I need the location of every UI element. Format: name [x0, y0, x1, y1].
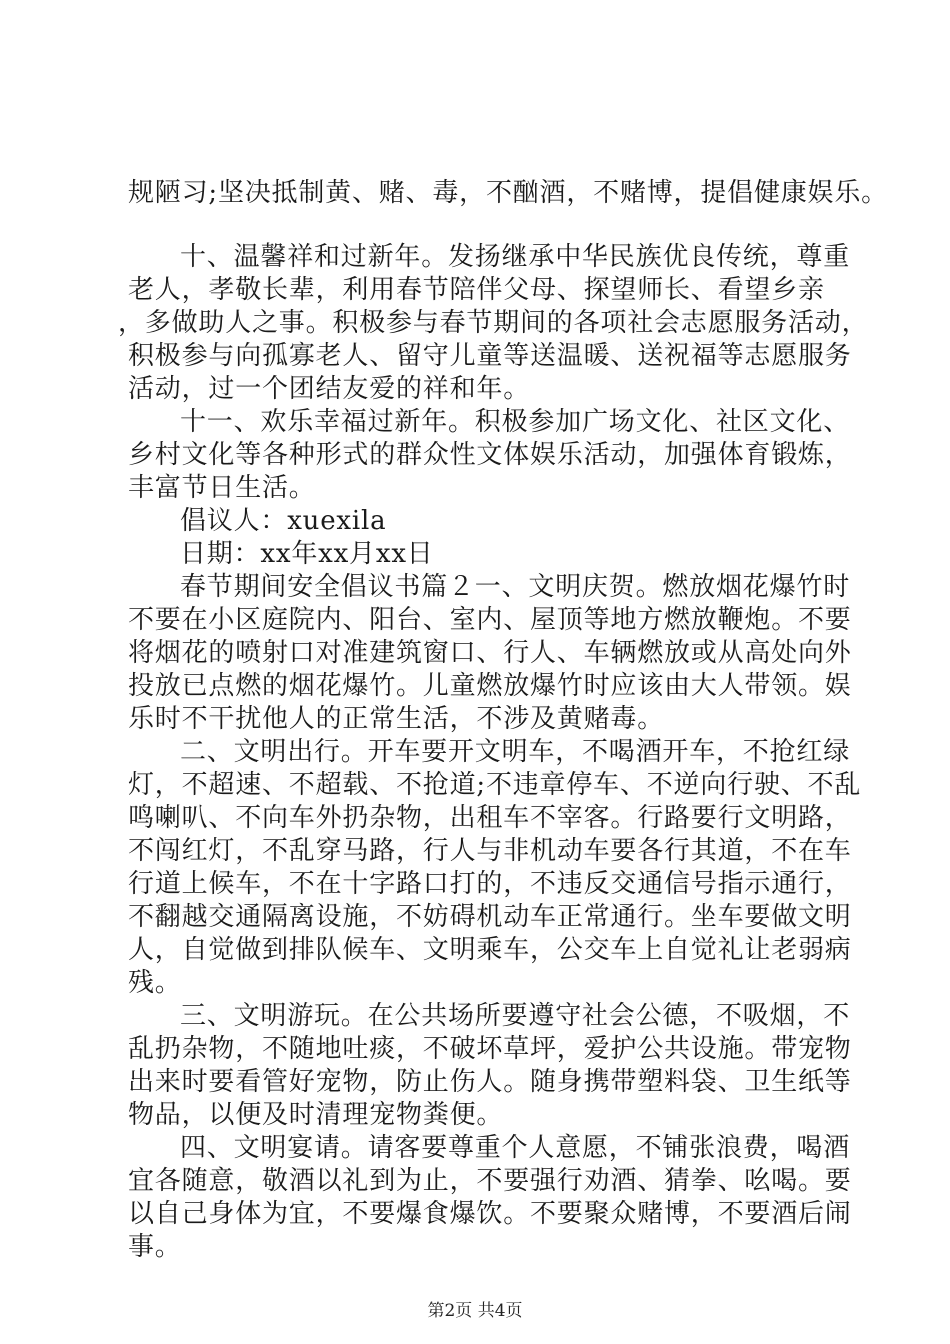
paragraph-2-line: 不闯红灯，不乱穿马路，行人与非机动车要各行其道，不在车 [128, 836, 852, 866]
paragraph-10-line: 十、温馨祥和过新年。发扬继承中华民族优良传统，尊重 [180, 242, 851, 272]
paragraph-10-line: 活动，过一个团结友爱的祥和年。 [128, 374, 531, 404]
paragraph-3-line: 乱扔杂物，不随地吐痰，不破坏草坪，爱护公共设施。带宠物 [128, 1034, 852, 1064]
page-footer: 第2页 共4页 [427, 1301, 523, 1321]
paragraph-4-line: 宜各随意，敬酒以礼到为止，不要强行劝酒、猜拳、吆喝。要 [128, 1166, 852, 1196]
paragraph-3-line: 出来时要看管好宠物，防止伤人。随身携带塑料袋、卫生纸等 [128, 1067, 852, 1097]
paragraph-2-line: 灯，不超速、不超载、不抢道;不违章停车、不逆向行驶、不乱 [128, 770, 862, 800]
paragraph-2-line: 二、文明出行。开车要开文明车，不喝酒开车，不抢红绿 [180, 737, 851, 767]
section-2-line: 投放已点燃的烟花爆竹。儿童燃放爆竹时应该由大人带领。娱 [128, 671, 852, 701]
paragraph-10-line: 积极参与向孤寡老人、留守儿童等送温暖、送祝福等志愿服务 [128, 341, 852, 371]
paragraph-11-line: 十一、欢乐幸福过新年。积极参加广场文化、社区文化、 [180, 407, 851, 437]
paragraph-2-line: 鸣喇叭、不向车外扔杂物，出租车不宰客。行路要行文明路， [128, 803, 852, 833]
paragraph-2-line: 行道上候车，不在十字路口打的，不违反交通信号指示通行， [128, 869, 852, 899]
section-2-line: 春节期间安全倡议书篇２一、文明庆贺。燃放烟花爆竹时 [180, 572, 851, 602]
paragraph-10-line: ，多做助人之事。积极参与春节期间的各项社会志愿服务活动， [118, 308, 869, 338]
paragraph-3-line: 三、文明游玩。在公共场所要遵守社会公德，不吸烟，不 [180, 1001, 851, 1031]
paragraph-4-line: 四、文明宴请。请客要尊重个人意愿，不铺张浪费，喝酒 [180, 1133, 851, 1163]
proposer-line: 倡议人：xuexila [180, 506, 387, 536]
paragraph-11-line: 丰富节日生活。 [128, 473, 316, 503]
paragraph-10-line: 老人，孝敬长辈，利用春节陪伴父母、探望师长、看望乡亲 [128, 275, 825, 305]
paragraph-2-line: 人，自觉做到排队候车、文明乘车，公交车上自觉礼让老弱病 [128, 935, 852, 965]
paragraph-2-line: 不翻越交通隔离设施，不妨碍机动车正常通行。坐车要做文明 [128, 902, 852, 932]
section-2-line: 乐时不干扰他人的正常生活，不涉及黄赌毒。 [128, 704, 665, 734]
paragraph-11-line: 乡村文化等各种形式的群众性文体娱乐活动，加强体育锻炼， [128, 440, 852, 470]
paragraph-2-line: 残。 [128, 968, 182, 998]
date-line: 日期：xx年xx月xx日 [180, 539, 434, 569]
text-line: 规陋习;坚决抵制黄、赌、毒，不酗酒，不赌博，提倡健康娱乐。 [128, 178, 888, 208]
paragraph-4-line: 事。 [128, 1232, 182, 1262]
section-2-line: 不要在小区庭院内、阳台、室内、屋顶等地方燃放鞭炮。不要 [128, 605, 852, 635]
section-2-line: 将烟花的喷射口对准建筑窗口、行人、车辆燃放或从高处向外 [128, 638, 852, 668]
paragraph-4-line: 以自己身体为宜，不要爆食爆饮。不要聚众赌博，不要酒后闹 [128, 1199, 852, 1229]
paragraph-3-line: 物品，以便及时清理宠物粪便。 [128, 1100, 504, 1130]
